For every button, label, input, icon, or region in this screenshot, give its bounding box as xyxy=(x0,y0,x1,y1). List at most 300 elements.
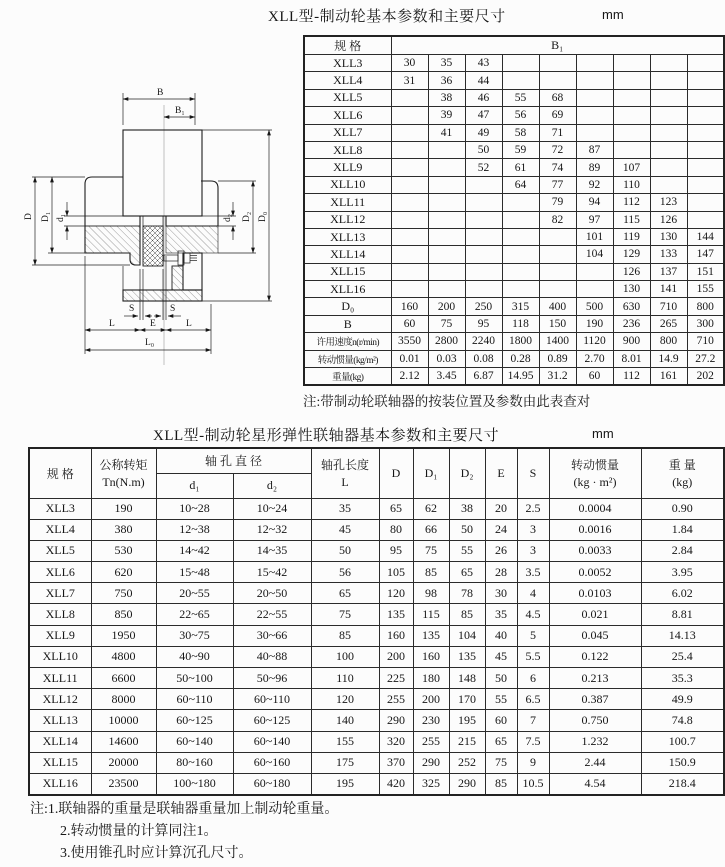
cell: 2.5 xyxy=(517,498,549,519)
cell: 115 xyxy=(413,604,449,625)
t2-header-D2: D₂ xyxy=(449,448,485,498)
cell: 148 xyxy=(449,668,485,689)
row-label: XLL7 xyxy=(304,124,391,141)
cell xyxy=(502,211,539,228)
cell: 530 xyxy=(91,540,156,561)
dim-label-s-left: S xyxy=(129,304,135,314)
cell: 800 xyxy=(650,333,687,350)
row-label: XLL3 xyxy=(304,55,391,72)
cell xyxy=(465,194,502,211)
cell: 147 xyxy=(687,246,724,263)
cell xyxy=(576,55,613,72)
cell: 710 xyxy=(650,298,687,315)
cell: 30 xyxy=(485,583,517,604)
dim-label-e: E xyxy=(150,319,156,329)
cell: 30 xyxy=(391,55,428,72)
dim-label-l0: L₀ xyxy=(145,338,155,348)
cell: 1.84 xyxy=(641,519,724,540)
cell: 400 xyxy=(539,298,576,315)
cell: 4800 xyxy=(91,646,156,667)
cell: 0.0004 xyxy=(549,498,641,519)
dim-label-d1: d₁ xyxy=(56,213,66,222)
cell: 1120 xyxy=(576,333,613,350)
cell xyxy=(465,246,502,263)
cell: 202 xyxy=(687,368,724,385)
cell: 43 xyxy=(465,55,502,72)
cell: 12~32 xyxy=(233,519,311,540)
cell: 26 xyxy=(485,540,517,561)
cell: 10~24 xyxy=(233,498,311,519)
cell: 14.95 xyxy=(502,368,539,385)
cell: 0.122 xyxy=(549,646,641,667)
row-label: XLL15 xyxy=(304,263,391,280)
cell: 123 xyxy=(650,194,687,211)
table-row xyxy=(29,540,724,561)
row-label: XLL16 xyxy=(304,281,391,298)
cell: 135 xyxy=(449,646,485,667)
cell xyxy=(428,194,465,211)
row-label: B xyxy=(304,315,391,332)
cell: 56 xyxy=(311,562,379,583)
cell: 87 xyxy=(576,141,613,158)
cell: 104 xyxy=(449,625,485,646)
cell: 500 xyxy=(576,298,613,315)
cell xyxy=(687,194,724,211)
dim-label-l-right: L xyxy=(186,319,192,329)
cell: 79 xyxy=(539,194,576,211)
table-row xyxy=(304,281,724,298)
cell xyxy=(613,107,650,124)
cell: 85 xyxy=(449,604,485,625)
cell xyxy=(428,246,465,263)
t2-header-weight xyxy=(641,448,724,498)
cell: 2.44 xyxy=(549,752,641,773)
cell: 236 xyxy=(613,315,650,332)
cell: 50 xyxy=(465,141,502,158)
cell: 110 xyxy=(613,176,650,193)
table-row xyxy=(304,228,724,245)
t2-header-D: D xyxy=(379,448,413,498)
t2-header-E: E xyxy=(485,448,517,498)
cell: 64 xyxy=(502,176,539,193)
footnote-3: 3.使用锥孔时应计算沉孔尺寸。 xyxy=(60,846,253,861)
cell xyxy=(465,281,502,298)
cell: 52 xyxy=(465,159,502,176)
cell: 100~180 xyxy=(156,773,233,794)
row-label: XLL5 xyxy=(304,89,391,106)
table-row xyxy=(304,350,724,367)
t2-header-D1: D₁ xyxy=(413,448,449,498)
cell: 80 xyxy=(379,519,413,540)
table-row xyxy=(29,689,724,710)
cell xyxy=(391,159,428,176)
cell: 40 xyxy=(485,625,517,646)
cell: 112 xyxy=(613,194,650,211)
t1-header-b1: B₁ xyxy=(391,36,724,55)
cell: 45 xyxy=(485,646,517,667)
cell: 49 xyxy=(465,124,502,141)
cell: 25.4 xyxy=(641,646,724,667)
cell: 7 xyxy=(517,710,549,731)
cell: 160 xyxy=(379,625,413,646)
cell: 129 xyxy=(613,246,650,263)
row-label: XLL15 xyxy=(29,752,91,773)
table1-unit: mm xyxy=(602,7,624,22)
cell: 0.01 xyxy=(391,350,428,367)
cell: 7.5 xyxy=(517,731,549,752)
cell xyxy=(391,281,428,298)
cell xyxy=(391,124,428,141)
cell xyxy=(539,263,576,280)
cell: 0.0052 xyxy=(549,562,641,583)
cell: 8000 xyxy=(91,689,156,710)
cell xyxy=(650,55,687,72)
cell: 104 xyxy=(576,246,613,263)
table-row xyxy=(304,333,724,350)
footnotes xyxy=(30,799,338,865)
cell: 10000 xyxy=(91,710,156,731)
brake-wheel-table xyxy=(303,35,725,386)
table-row xyxy=(304,72,724,89)
cell: 255 xyxy=(413,731,449,752)
row-label: 重量(kg) xyxy=(304,368,391,385)
cell: 20000 xyxy=(91,752,156,773)
cell: 137 xyxy=(650,263,687,280)
cell: 2800 xyxy=(428,333,465,350)
cell xyxy=(428,263,465,280)
t2-header-d2: d₂ xyxy=(233,473,311,498)
cell xyxy=(465,211,502,228)
t1-header-spec: 规 格 xyxy=(304,36,391,55)
cell xyxy=(613,124,650,141)
cell xyxy=(650,72,687,89)
cell: 1.232 xyxy=(549,731,641,752)
t2-header-bore-dia: 轴 孔 直 径 xyxy=(156,448,311,473)
cell: 126 xyxy=(650,211,687,228)
table-row xyxy=(304,194,724,211)
dim-label-l-left: L xyxy=(109,319,115,329)
cell xyxy=(428,228,465,245)
cell: 141 xyxy=(650,281,687,298)
cell: 50~96 xyxy=(233,668,311,689)
cell: 225 xyxy=(379,668,413,689)
cell: 150 xyxy=(539,315,576,332)
cell: 36 xyxy=(428,72,465,89)
t2-header-inertia xyxy=(549,448,641,498)
row-label: XLL12 xyxy=(29,689,91,710)
cell: 20~55 xyxy=(156,583,233,604)
cell: 2240 xyxy=(465,333,502,350)
cell: 60~125 xyxy=(233,710,311,731)
cell: 4.5 xyxy=(517,604,549,625)
cell: 115 xyxy=(613,211,650,228)
cell: 30~66 xyxy=(233,625,311,646)
cell xyxy=(613,141,650,158)
cell: 49.9 xyxy=(641,689,724,710)
cell: 14.13 xyxy=(641,625,724,646)
cell: 14~42 xyxy=(156,540,233,561)
cell: 130 xyxy=(613,281,650,298)
cell: 1800 xyxy=(502,333,539,350)
table-row xyxy=(304,107,724,124)
cell: 94 xyxy=(576,194,613,211)
cell: 290 xyxy=(449,773,485,794)
row-label: D₀ xyxy=(304,298,391,315)
cell: 0.89 xyxy=(539,350,576,367)
cell: 0.03 xyxy=(428,350,465,367)
cell: 118 xyxy=(502,315,539,332)
cell xyxy=(613,55,650,72)
cell: 40~90 xyxy=(156,646,233,667)
table-row xyxy=(304,141,724,158)
cell: 0.90 xyxy=(641,498,724,519)
cell: 2.12 xyxy=(391,368,428,385)
cell: 44 xyxy=(465,72,502,89)
cell xyxy=(576,124,613,141)
table-row xyxy=(29,731,724,752)
dim-label-b: B xyxy=(157,88,164,98)
cell xyxy=(502,228,539,245)
cell: 250 xyxy=(465,298,502,315)
cell: 750 xyxy=(91,583,156,604)
cell: 380 xyxy=(91,519,156,540)
cell xyxy=(391,194,428,211)
dimension-lines xyxy=(24,88,272,354)
cell: 55 xyxy=(502,89,539,106)
cell: 75 xyxy=(413,540,449,561)
cell: 61 xyxy=(502,159,539,176)
cell: 71 xyxy=(539,124,576,141)
cell xyxy=(650,107,687,124)
cell: 14.9 xyxy=(650,350,687,367)
row-label: XLL12 xyxy=(304,211,391,228)
cell: 800 xyxy=(687,298,724,315)
cell xyxy=(650,159,687,176)
cell: 66 xyxy=(413,519,449,540)
table-row xyxy=(29,625,724,646)
table-row xyxy=(304,315,724,332)
cell: 6.87 xyxy=(465,368,502,385)
cell: 58 xyxy=(502,124,539,141)
cell xyxy=(391,228,428,245)
cell: 82 xyxy=(539,211,576,228)
cell: 92 xyxy=(576,176,613,193)
cell: 95 xyxy=(379,540,413,561)
cell: 65 xyxy=(449,562,485,583)
cell: 161 xyxy=(650,368,687,385)
dim-label-D1: D₁ xyxy=(41,211,51,222)
cell: 50 xyxy=(311,540,379,561)
coupling-section-drawing xyxy=(20,73,310,405)
cell: 15~42 xyxy=(233,562,311,583)
table2-unit: mm xyxy=(592,426,614,441)
cell: 0.750 xyxy=(549,710,641,731)
cell: 75 xyxy=(485,752,517,773)
cell: 65 xyxy=(311,583,379,604)
cell: 28 xyxy=(485,562,517,583)
cell: 370 xyxy=(379,752,413,773)
table-row xyxy=(304,55,724,72)
cell: 38 xyxy=(428,89,465,106)
cell xyxy=(576,72,613,89)
t2-header-weight-line1: 重 量 xyxy=(668,458,696,473)
cell: 50 xyxy=(485,668,517,689)
cell xyxy=(465,228,502,245)
t2-header-bore-len-line1: 轴孔长度 xyxy=(321,458,370,473)
cell: 112 xyxy=(613,368,650,385)
cell: 3.95 xyxy=(641,562,724,583)
row-label: XLL6 xyxy=(304,107,391,124)
cell xyxy=(539,228,576,245)
cell xyxy=(391,141,428,158)
cell: 3 xyxy=(517,519,549,540)
cell: 420 xyxy=(379,773,413,794)
cell: 3 xyxy=(517,540,549,561)
table-row xyxy=(29,773,724,794)
cell: 4 xyxy=(517,583,549,604)
row-label: XLL11 xyxy=(29,668,91,689)
cell: 27.2 xyxy=(687,350,724,367)
table-row xyxy=(29,710,724,731)
cell: 30~75 xyxy=(156,625,233,646)
table2-title: XLL型-制动轮星形弹性联轴器基本参数和主要尺寸 xyxy=(153,428,500,444)
cell: 150.9 xyxy=(641,752,724,773)
cell: 218.4 xyxy=(641,773,724,794)
table-row xyxy=(29,646,724,667)
cell: 6.5 xyxy=(517,689,549,710)
cell: 75 xyxy=(311,604,379,625)
cell: 55 xyxy=(449,540,485,561)
cell: 135 xyxy=(413,625,449,646)
table-row xyxy=(304,368,724,385)
cell xyxy=(613,72,650,89)
table-row xyxy=(304,298,724,315)
row-label: XLL13 xyxy=(304,228,391,245)
cell xyxy=(687,159,724,176)
cell: 47 xyxy=(465,107,502,124)
cell: 215 xyxy=(449,731,485,752)
cell xyxy=(687,176,724,193)
cell xyxy=(687,211,724,228)
cell: 195 xyxy=(311,773,379,794)
table-row xyxy=(304,246,724,263)
t2-header-torque xyxy=(91,448,156,498)
cell: 23500 xyxy=(91,773,156,794)
cell: 40~88 xyxy=(233,646,311,667)
cell: 60~140 xyxy=(156,731,233,752)
cell: 255 xyxy=(379,689,413,710)
cell: 110 xyxy=(311,668,379,689)
cell: 60~140 xyxy=(233,731,311,752)
cell: 60~110 xyxy=(233,689,311,710)
cell: 69 xyxy=(539,107,576,124)
cell: 200 xyxy=(379,646,413,667)
cell xyxy=(502,281,539,298)
cell: 60 xyxy=(391,315,428,332)
cell: 160 xyxy=(391,298,428,315)
cell: 126 xyxy=(613,263,650,280)
cell: 0.0016 xyxy=(549,519,641,540)
cell: 55 xyxy=(485,689,517,710)
cell: 119 xyxy=(613,228,650,245)
cell: 38 xyxy=(449,498,485,519)
cell: 31.2 xyxy=(539,368,576,385)
cell: 0.021 xyxy=(549,604,641,625)
cell: 180 xyxy=(413,668,449,689)
table-row xyxy=(29,752,724,773)
cell xyxy=(687,72,724,89)
cell: 265 xyxy=(650,315,687,332)
table-row xyxy=(304,176,724,193)
dim-label-s-right: S xyxy=(170,304,176,314)
cell: 252 xyxy=(449,752,485,773)
cell xyxy=(650,89,687,106)
cell: 22~55 xyxy=(233,604,311,625)
cell: 85 xyxy=(485,773,517,794)
table-row xyxy=(304,263,724,280)
cell: 60~125 xyxy=(156,710,233,731)
coupling-table-body xyxy=(29,498,724,795)
cell: 195 xyxy=(449,710,485,731)
cell: 105 xyxy=(379,562,413,583)
table-row xyxy=(29,519,724,540)
cell xyxy=(576,107,613,124)
cell: 155 xyxy=(687,281,724,298)
cell: 140 xyxy=(311,710,379,731)
cell: 190 xyxy=(576,315,613,332)
row-label: 许用速度n(r/min) xyxy=(304,333,391,350)
table1-note: 注:带制动轮联轴器的按装位置及参数由此表查对 xyxy=(303,394,591,409)
cell: 175 xyxy=(311,752,379,773)
cell: 290 xyxy=(413,752,449,773)
row-label: XLL7 xyxy=(29,583,91,604)
dim-label-b1: B₁ xyxy=(175,106,185,116)
dim-label-D2: D₂ xyxy=(242,211,252,222)
cell: 200 xyxy=(428,298,465,315)
cell: 900 xyxy=(613,333,650,350)
cell: 101 xyxy=(576,228,613,245)
footnote-1: 注:1.联轴器的重量是联轴器重量加上制动轮重量。 xyxy=(30,802,339,817)
cell: 39 xyxy=(428,107,465,124)
cell xyxy=(391,246,428,263)
cell xyxy=(502,263,539,280)
cell: 8.01 xyxy=(613,350,650,367)
cell: 135 xyxy=(379,604,413,625)
cell xyxy=(428,281,465,298)
coupling-table xyxy=(28,447,725,796)
t2-header-bore-len-line2: L xyxy=(341,475,349,490)
cell: 35 xyxy=(485,604,517,625)
cell xyxy=(650,124,687,141)
cell: 155 xyxy=(311,731,379,752)
cell xyxy=(391,263,428,280)
cell: 320 xyxy=(379,731,413,752)
cell: 0.0033 xyxy=(549,540,641,561)
cell: 630 xyxy=(613,298,650,315)
cell xyxy=(465,176,502,193)
cell: 68 xyxy=(539,89,576,106)
cell: 3.5 xyxy=(517,562,549,583)
cell: 56 xyxy=(502,107,539,124)
cell xyxy=(539,72,576,89)
cell: 14~35 xyxy=(233,540,311,561)
cell xyxy=(539,55,576,72)
cell: 6600 xyxy=(91,668,156,689)
cell: 190 xyxy=(91,498,156,519)
cell: 45 xyxy=(311,519,379,540)
cell xyxy=(428,176,465,193)
cell: 24 xyxy=(485,519,517,540)
